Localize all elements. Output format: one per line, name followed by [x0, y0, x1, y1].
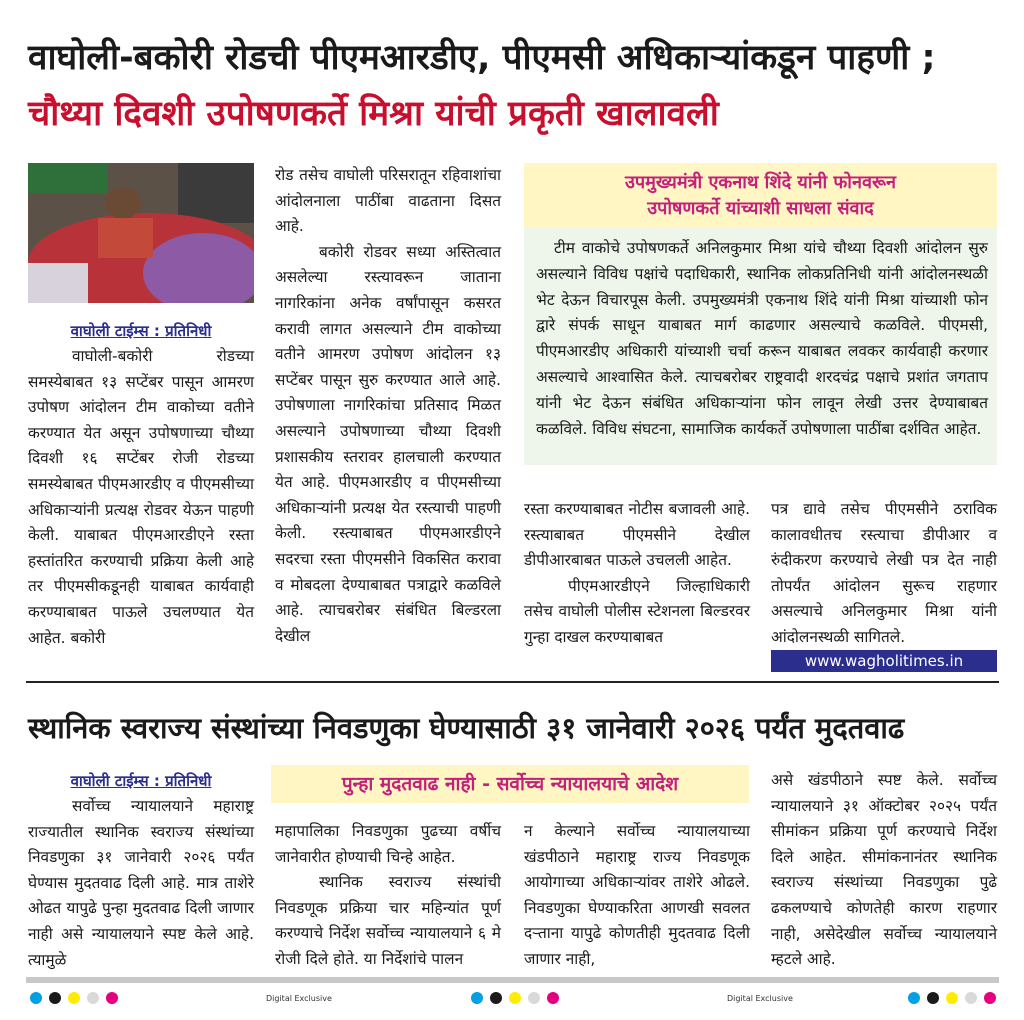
magenta-dot [547, 992, 559, 1004]
article1-column-4 [771, 497, 997, 651]
magenta-dot [984, 992, 996, 1004]
paragraph: रस्ता करण्याबाबत नोटीस बजावली आहे. रस्त्याबाबत पीएमसीने देखील डीपीआरबाबत पाऊले उचलली आहेत. [524, 500, 750, 570]
footer-label-left: Digital Exclusive [266, 994, 332, 1003]
paragraph: स्थानिक स्वराज्य संस्थांची निवडणूक प्रक्रिया चार महिन्यांत पूर्ण करण्याचे निर्देश सर्वोच्च न्यायालयाने ६ मे रोजी दिले होते. या निर्देशांचे पालन [275, 873, 501, 968]
yellow-dot [68, 992, 80, 1004]
headline-part1: वाघोली-बकोरी रोडची पीएमआरडीए, पीएमसी अधिकाऱ्यांकडून पाहणी ; [28, 38, 936, 78]
article1-column-3 [524, 497, 750, 651]
black-dot [49, 992, 61, 1004]
black-dot [927, 992, 939, 1004]
gray-dot [528, 992, 540, 1004]
photo-illustration [28, 163, 254, 303]
yellow-dot [509, 992, 521, 1004]
paragraph: न केल्याने सर्वोच्च न्यायालयाच्या खंडपीठाने महाराष्ट्र राज्य निवडणूक आयोगाच्या अधिकाऱ्यांवर ताशेरे ओढले. निवडणुका घेण्याकरिता आणखी सवलत दऱ्ताना यापुढे कोणतीही मुदतवाढ दिली जाणार नाही, [524, 822, 750, 968]
paragraph: पत्र द्यावे तसेच पीएमसीने ठराविक कालावधीतच रस्त्याचा डीपीआर व रुंदीकरण करण्याचे लेखी पत्र देत नाही तोपर्यंत आंदोलन सुरूच राहणार असल्याचे अनिलकुमार मिश्रा यांनी आंदोलनस्थळी सागितले. [771, 500, 997, 646]
article2-column-2 [275, 819, 501, 973]
sidebar-title-line2: उपोषणकर्ते यांच्याशी साधला संवाद [647, 198, 874, 219]
byline: वाघोली टाईम्स : प्रतिनिधी [70, 772, 212, 790]
byline: वाघोली टाईम्स : प्रतिनिधी [70, 322, 212, 340]
paragraph: पीएमआरडीएने जिल्हाधिकारी तसेच वाघोली पोलीस स्टेशनला बिल्डरवर गुन्हा दाखल करण्याबाबत [524, 576, 750, 646]
sidebar-body: टीम वाकोचे उपोषणकर्ते अनिलकुमार मिश्रा यांचे चौथ्या दिवशी आंदोलन सुरु असल्याने विविध पक्षांचे पदाधिकारी, स्थानिक लोकप्रतिनिधी यांनी आंदोलनस्थळी भेट देऊन विचारपूस केली. उपमुख्यमंत्री एकनाथ शिंदे यांनी मिश्रा यांच्याशी फोन द्वारे संपर्क साधून याबाबत मार्ग काढणार असल्याचे कळविले. पीएमसी, पीएमआरडीए अधिकारी यांच्याशी चर्चा करून याबाबत लवकर कार्यवाही करणार असल्याचे आश्वासित केले. त्याचबरोबर राष्ट्रवादी शरदचंद्र पक्षाचे प्रशांत जगताप यांनी भेट देऊन संबंधित अधिकाऱ्यांना फोन लावून लेखी उत्तर देण्याबाबत कळविले. विविध संघटना, सामाजिक कार्यकर्ते उपोषणाला पाठींबा दर्शवित आहेत. [536, 239, 988, 438]
headline-part2: चौथ्या दिवशी उपोषणकर्ते मिश्रा यांची प्रकृती खालावली [28, 94, 719, 134]
article2-column-1 [28, 768, 254, 973]
article1-column-1 [28, 318, 254, 651]
footer-label-right: Digital Exclusive [727, 994, 793, 1003]
paragraph: सर्वोच्च न्यायालयाने महाराष्ट्र राज्यातील स्थानिक स्वराज्य संस्थांच्या निवडणुका ३१ जानेवारी २०२६ पर्यंत घेण्यास मुदतवाढ दिली आहे. मात्र ताशेरे ओढत यापुढे पुन्हा मुदतवाढ दिली जाणार नाही असे न्यायालयाने स्पष्ट केले आहे. त्यामुळे [28, 797, 254, 969]
section-divider [26, 681, 999, 683]
cyan-dot [30, 992, 42, 1004]
cyan-dot [471, 992, 483, 1004]
paragraph: महापालिका निवडणुका पुढच्या वर्षीच जानेवारीत होण्याची चिन्हे आहेत. [275, 822, 501, 866]
yellow-dot [946, 992, 958, 1004]
article1-headline [28, 30, 1003, 142]
sidebar-title-line1: उपमुख्यमंत्री एकनाथ शिंदे यांनी फोनवरून [625, 172, 896, 193]
article2-column-4 [771, 768, 997, 973]
article1-column-2 [275, 163, 501, 649]
website-banner[interactable]: www.wagholitimes.in [771, 650, 997, 672]
gray-dot [965, 992, 977, 1004]
magenta-dot [106, 992, 118, 1004]
sidebar-box-header [524, 163, 997, 228]
footer-rule [26, 977, 999, 983]
article2-headline: स्थानिक स्वराज्य संस्थांच्या निवडणुका घेण्यासाठी ३१ जानेवारी २०२६ पर्यंत मुदतवाढ [28, 711, 905, 745]
article2-column-3 [524, 819, 750, 973]
paragraph: रोड तसेच वाघोली परिसरातून रहिवाशांचा आंदोलनाला पाठींबा वाढताना दिसत आहे. [275, 166, 501, 236]
news-photo [28, 163, 254, 303]
paragraph: बकोरी रोडवर सध्या अस्तित्वात असलेल्या रस्त्यावरून जाताना नागरिकांना अनेक वर्षांपासून कसरत करावी लागत असल्याने टीम वाकोच्या वतीने आमरण उपोषण आंदोलन १३ सप्टेंबर पासून सुरु करण्यात आले आहे. उपोषणाला नागरिकांचा प्रतिसाद मिळत असल्याने उपोषणाच्या चौथ्या दिवशी प्रशासकीय स्तरावर हालचाली करण्यात येत आहे. पीएमआरडीए व पीएमसीच्या अधिकाऱ्यांनी प्रत्यक्ष येत रस्त्याची पाहणी केली. रस्त्याबाबत पीएमआरडीएने सदरचा रस्ता पीएमसीने विकसित करावा व मोबदला देण्याबाबत पत्राद्वारे कळविले आहे. त्याचबरोबर संबंधित बिल्डरला देखील [275, 242, 501, 645]
paragraph: असे खंडपीठाने स्पष्ट केले. सर्वोच्च न्यायालयाने ३१ ऑक्टोबर २०२५ पर्यंत सीमांकन प्रक्रिया पूर्ण करण्याचे निर्देश दिले आहेत. सीमांकनानंतर स्थानिक स्वराज्य संस्थांच्या निवडणुका पुढे ढकलण्याचे कोणतेही कारण राहणार नाही, असेदेखील सर्वोच्च न्यायालयाने म्हटले आहे. [771, 771, 997, 969]
article2-subhead: पुन्हा मुदतवाढ नाही - सर्वोच्च न्यायालयाचे आदेश [271, 765, 749, 803]
cyan-dot [908, 992, 920, 1004]
paragraph: वाघोली-बकोरी रोडच्या समस्येबाबत १३ सप्टेंबर पासून आमरण उपोषण आंदोलन टीम वाकोच्या वतीने करण्यात येत असून उपोषणाच्या चौथ्या दिवशी १६ सप्टेंबर रोजी रोडच्या समस्येबाबत पीएमआरडीए व पीएमसीच्या अधिकाऱ्यांनी प्रत्यक्ष रोडवर येऊन पाहणी केली. याबाबत पीएमआरडीएने रस्ता हस्तांतरित करण्याची प्रक्रिया केली आहे तर पीएमसीकडूनही याबाबत कार्यवाही करण्याबाबत पाऊले उचलण्यात येत आहेत. बकोरी [28, 347, 254, 647]
gray-dot [87, 992, 99, 1004]
black-dot [490, 992, 502, 1004]
